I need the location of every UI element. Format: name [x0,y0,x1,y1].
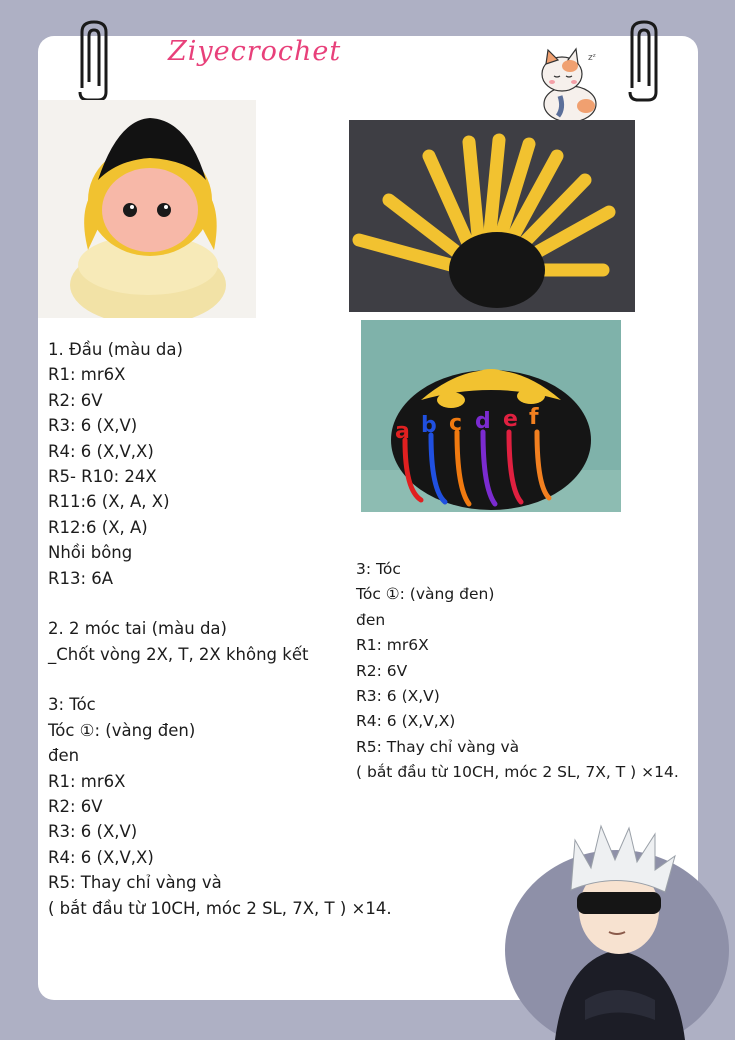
instruction-row: R2: 6V [48,390,103,410]
crochet-doll-photo [38,100,256,318]
section-hair-title: 3: Tóc [356,560,401,578]
sleeping-cat-icon [530,44,610,124]
instruction-row: ( bắt đầu từ 10CH, móc 2 SL, 7X, T ) ×14. [356,763,679,782]
letter-d: d [475,409,491,434]
svg-text:zᶻ: zᶻ [588,53,597,63]
section-ears-title: 2. 2 móc tai (màu da) [48,619,227,639]
paperclip-icon [626,18,662,104]
crochet-hair-cap-photo [361,320,621,512]
instruction-row: R1: mr6X [356,636,429,655]
letter-c: c [449,411,463,436]
instruction-row: đen [48,746,80,766]
instruction-row: R4: 6 (X,V,X) [48,847,154,867]
instruction-row: R4: 6 (X,V,X) [356,712,456,731]
instruction-row: ( bắt đầu từ 10CH, móc 2 SL, 7X, T ) ×14. [48,898,392,918]
instruction-row: R1: mr6X [48,365,126,385]
instruction-row: R2: 6V [48,797,103,817]
instruction-row: Tóc ①: (vàng đen) [48,720,196,740]
paperclip-icon [76,18,112,104]
instruction-row: Nhồi bông [48,543,133,563]
instruction-row: đen [356,610,386,629]
instruction-row: R3: 6 (X,V) [48,416,138,436]
instruction-row: R2: 6V [356,661,408,680]
instruction-row: R12:6 (X, A) [48,517,148,537]
letter-a: a [395,419,410,444]
instruction-row: Tóc ①: (vàng đen) [356,585,495,604]
instruction-row: R11:6 (X, A, X) [48,492,170,512]
instruction-row: R5: Thay chỉ vàng và [356,737,520,756]
brand-title: Ziyecrochet [168,36,342,67]
instruction-row: R3: 6 (X,V) [48,822,138,842]
instruction-row: R13: 6A [48,568,114,588]
left-instructions [48,337,392,921]
instruction-row: R5: Thay chỉ vàng và [48,873,222,893]
crochet-hair-spread-photo [349,120,635,312]
right-instructions [356,557,679,786]
character-illustration [505,820,735,1040]
instruction-row: R5- R10: 24X [48,466,157,486]
section-hair-title: 3: Tóc [48,695,96,715]
instruction-row: R1: mr6X [48,771,126,791]
instruction-row: _Chốt vòng 2X, T, 2X không kết [48,644,309,664]
section-head-title: 1. Đầu (màu da) [48,340,183,359]
instruction-row: R3: 6 (X,V) [356,686,440,705]
letter-f: f [529,405,539,430]
letter-b: b [421,413,437,438]
letter-e: e [503,407,518,432]
instruction-row: R4: 6 (X,V,X) [48,441,154,461]
